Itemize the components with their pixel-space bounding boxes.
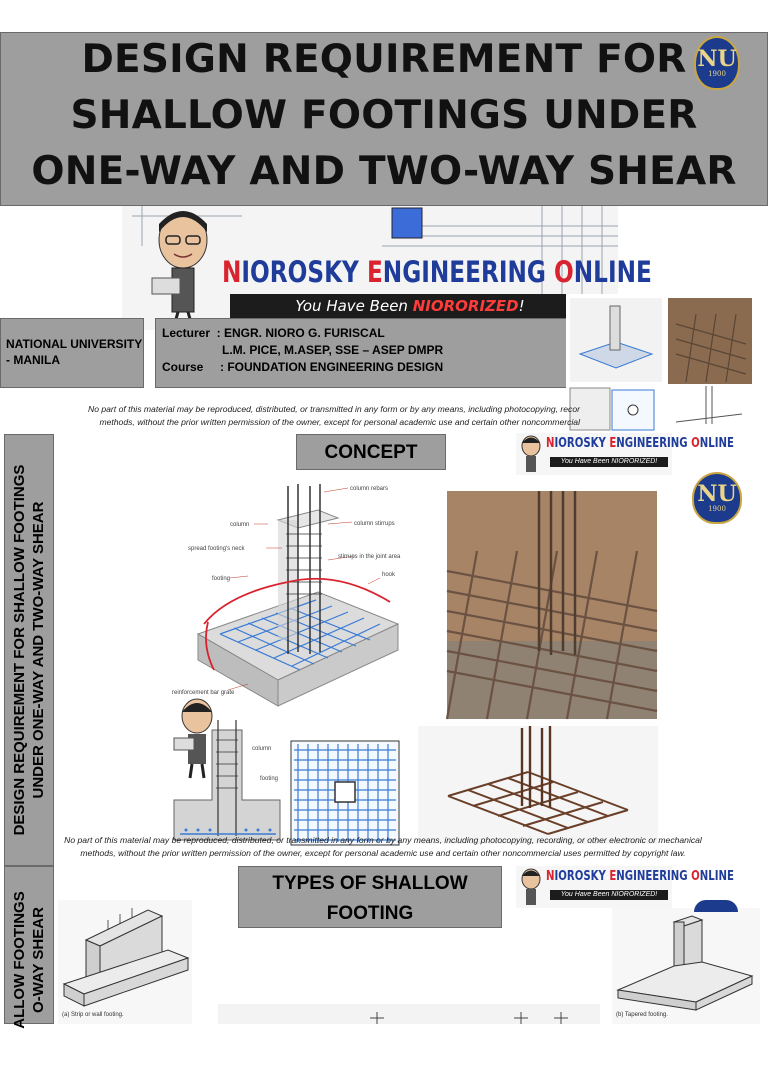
concept-heading: CONCEPT <box>296 434 446 470</box>
side-label-2: ALLOW FOOTINGS O-WAY SHEAR <box>11 891 47 1029</box>
side-label: DESIGN REQUIREMENT FOR SHALLOW FOOTINGS UNDER ONE-WAY AND TWO-WAY SHEAR <box>11 464 47 836</box>
caption-tapered-footing: (b) Tapered footing. <box>616 1012 668 1018</box>
copyright-notice-top: No part of this material may be reproduced, distributed, or transmitted in any form or by any means, including photocopying, recor methods, without the prior written permission of the owner, except for personal academic use and certain other noncommercial <box>88 404 580 427</box>
label-grate: reinforcement bar grate <box>172 690 235 696</box>
course-line: Course : FOUNDATION ENGINEERING DESIGN <box>162 360 444 374</box>
footing-thumbnails <box>566 294 756 434</box>
rebar-cage-photo <box>447 491 657 719</box>
lecturer-info <box>162 325 562 376</box>
caption-strip-footing: (a) Strip or wall footing. <box>62 1012 124 1018</box>
label-hook: hook <box>382 572 396 578</box>
mini-brand-tag: You Have Been NIORORIZED! <box>550 457 668 467</box>
strip-footing-figure <box>58 900 192 1024</box>
strip-footing-drawing <box>58 900 192 1012</box>
title-line-1: DESIGN REQUIREMENT FOR <box>81 37 687 82</box>
title-line-3: ONE-WAY AND TWO-WAY SHEAR <box>31 149 737 194</box>
brand-tagline: You Have Been NIORORIZED! <box>230 294 590 318</box>
mini-brand-name: NIOROSKY ENGINEERING ONLINE <box>546 436 734 451</box>
spread-footing-diagram <box>168 484 418 720</box>
footing-plan-grid <box>290 740 400 846</box>
mini-brand-tag-2: You Have Been NIORORIZED! <box>550 890 668 900</box>
nu-seal-logo <box>694 36 740 90</box>
label-column: column <box>230 522 250 528</box>
copyright-notice-bottom: No part of this material may be reproduced, distributed, or transmitted in any form or by any means, including photocopying, recording, or other electronic or mechanical methods, without the prior written permission of the owner, except for personal academic use and certain other noncommercial uses permitted by copyright law. <box>64 835 702 858</box>
rebar-grate-render <box>418 726 658 844</box>
tapered-footing-figure <box>612 908 760 1024</box>
brand-badge-2 <box>516 866 734 908</box>
mini-brand-name-2: NIOROSKY ENGINEERING ONLINE <box>546 869 734 884</box>
institution-name: NATIONAL UNIVERSITY - MANILA <box>6 337 143 367</box>
lecturer-caricature <box>150 208 216 326</box>
caricature-mini <box>518 434 544 474</box>
lecturer-line: Lecturer : ENGR. NIORO G. FURISCAL <box>162 326 385 340</box>
label-section-column: column <box>252 746 272 752</box>
nu-seal-logo-2: NU 1900 <box>692 472 742 524</box>
label-stirrups-joint: stirrups in the joint area <box>338 554 401 560</box>
seal-monogram: NU <box>697 46 737 72</box>
label-footing: footing <box>212 576 231 582</box>
nu-seal-partial <box>694 900 738 912</box>
label-column-rebars: column rebars <box>350 486 389 492</box>
tapered-footing-drawing <box>612 908 760 1012</box>
bottom-partial-drawings <box>218 1004 600 1024</box>
label-column-stirrups: column stirrups <box>354 521 395 527</box>
brand-badge <box>516 433 734 475</box>
seal-year: 1900 <box>708 70 726 78</box>
lecturer-credentials: L.M. PICE, M.ASEP, SSE – ASEP DMPR <box>162 343 444 357</box>
caricature-mini-2 <box>518 867 544 907</box>
brand-name: NIOROSKY ENGINEERING ONLINE <box>222 255 652 289</box>
types-heading: TYPES OF SHALLOW FOOTING <box>238 866 502 928</box>
page-title <box>0 32 768 200</box>
footing-section-diagram <box>172 720 284 850</box>
title-line-2: SHALLOW FOOTINGS UNDER <box>70 93 698 138</box>
label-section-footing: footing <box>260 776 279 782</box>
label-neck: spread footing's neck <box>188 546 245 552</box>
